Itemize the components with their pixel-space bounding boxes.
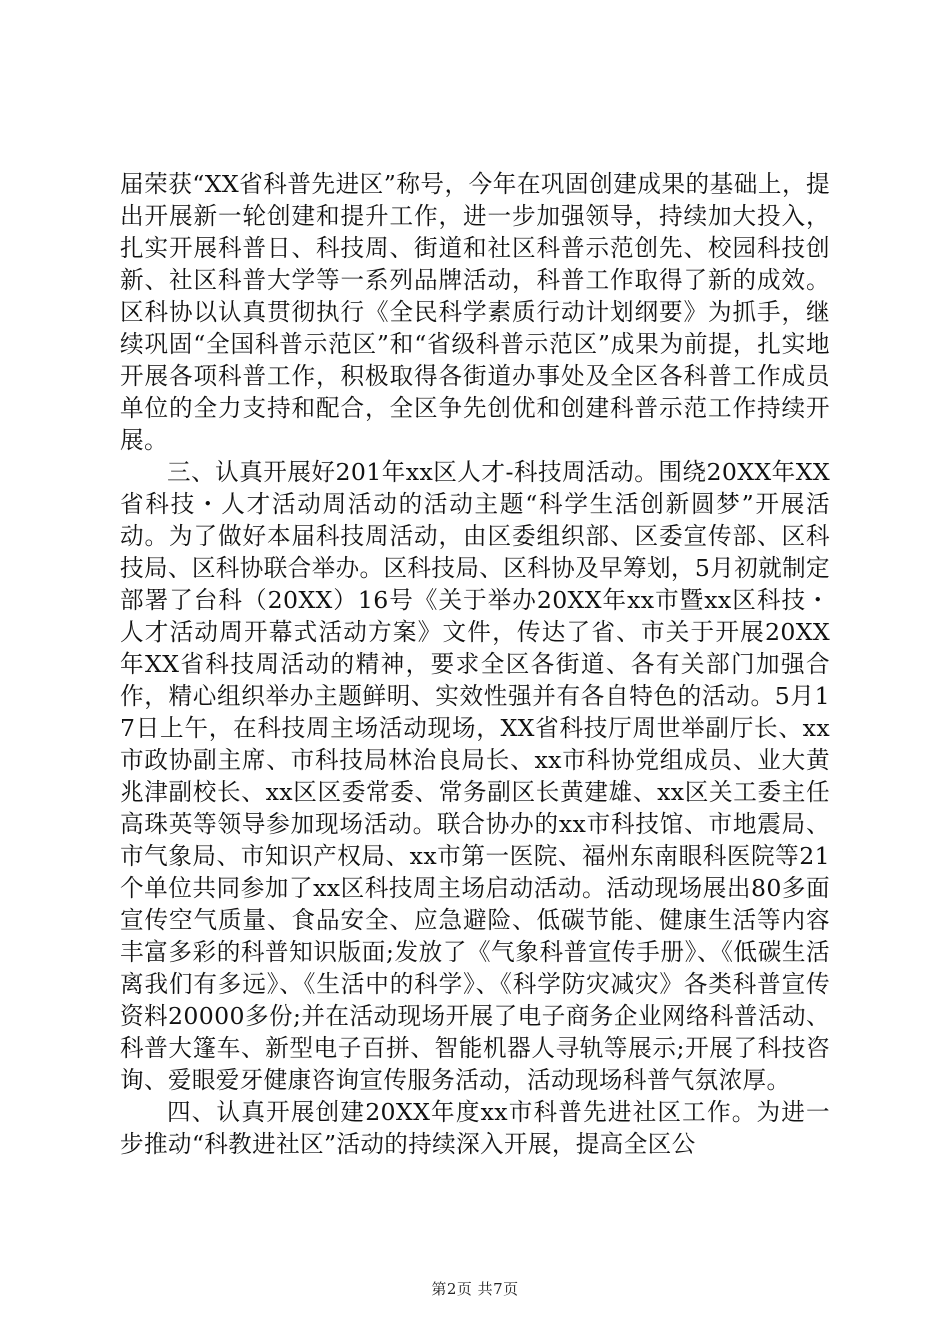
paragraph-section-four: 四、认真开展创建20XX年度xx市科普先进社区工作。为进一步推动“科教进社区”活动的持续深入开展，提高全区公 [120, 1098, 830, 1158]
paragraph-continuation: 届荣获“XX省科普先进区”称号，今年在巩固创建成果的基础上，提出开展新一轮创建和提升工作，进一步加强领导，持续加大投入，扎实开展科普日、科技周、街道和社区科普示范创先、校园科技创新、社区科普大学等一系列品牌活动，科普工作取得了新的成效。区科协以认真贯彻执行《全民科学素质行动计划纲要》为抓手，继续巩固“全国科普示范区”和“省级科普示范区”成果为前提，扎实地开展各项科普工作，积极取得各街道办事处及全区各科普工作成员单位的全力支持和配合，全区争先创优和创建科普示范工作持续开展。 [120, 170, 830, 454]
paragraph-section-three: 三、认真开展好201年xx区人才-科技周活动。围绕20XX年XX省科技・人才活动周活动的活动主题“科学生活创新圆梦”开展活动。为了做好本届科技周活动，由区委组织部、区委宣传部、区科技局、区科协联合举办。区科技局、区科协及早筹划，5月初就制定部署了台科（20XX）16号《关于举办20XX年xx市暨xx区科技・人才活动周开幕式活动方案》文件，传达了省、市关于开展20XX年XX省科技周活动的精神，要求全区各街道、各有关部门加强合作，精心组织举办主题鲜明、实效性强并有各自特色的活动。5月17日上午，在科技周主场活动现场，XX省科技厅周世举副厅长、xx市政协副主席、市科技局林治良局长、xx市科协党组成员、业大黄兆津副校长、xx区区委常委、常务副区长黄建雄、xx区关工委主任高珠英等领导参加现场活动。联合协办的xx市科技馆、市地震局、市气象局、市知识产权局、xx市第一医院、福州东南眼科医院等21个单位共同参加了xx区科技周主场启动活动。活动现场展出80多面宣传空气质量、食品安全、应急避险、低碳节能、健康生活等内容丰富多彩的科普知识版面;发放了《气象科普宣传手册》、《低碳生活离我们有多远》、《生活中的科学》、《科学防灾减灾》各类科普宣传资料20000多份;并在活动现场开展了电子商务企业网络科普活动、科普大篷车、新型电子百拼、智能机器人寻轨等展示;开展了科技咨询、爱眼爱牙健康咨询宣传服务活动，活动现场科普气氛浓厚。 [120, 458, 830, 1094]
document-body [120, 168, 830, 1160]
page-number-footer: 第2页 共7页 [431, 1280, 519, 1298]
